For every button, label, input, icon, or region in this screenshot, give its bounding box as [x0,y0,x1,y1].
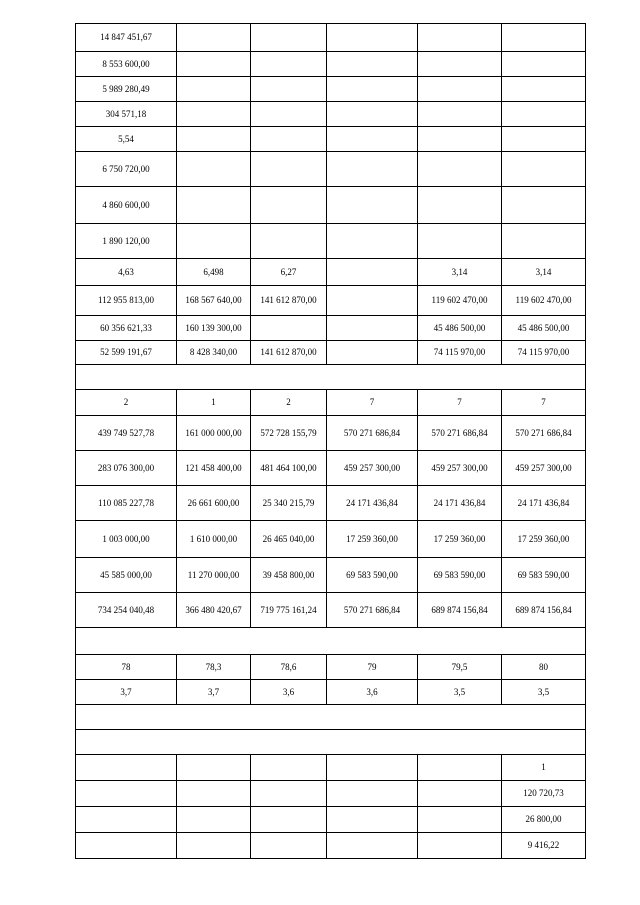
table-cell [327,127,418,152]
table-row [76,259,586,286]
table-cell: 439 749 527,78 [76,416,177,451]
table-cell [327,807,418,833]
table-cell: 69 583 590,00 [327,558,418,593]
table-cell: 283 076 300,00 [76,451,177,486]
table-cell: 3,5 [418,680,502,705]
table-cell: 112 955 813,00 [76,286,177,316]
table-cell: 14 847 451,67 [76,24,177,52]
table-cell [327,316,418,341]
table-cell: 74 115 970,00 [418,341,502,365]
table-cell: 3,14 [418,259,502,286]
table-cell [327,52,418,77]
table-cell: 24 171 436,84 [418,486,502,521]
table-cell: 79 [327,655,418,680]
table-cell: 78,3 [177,655,251,680]
table-cell: 734 254 040,48 [76,593,177,628]
table-cell [327,24,418,52]
table-cell [251,24,327,52]
table-cell: 161 000 000,00 [177,416,251,451]
table-cell: 689 874 156,84 [502,593,586,628]
table-cell: 572 728 155,79 [251,416,327,451]
table-cell [251,52,327,77]
table-row [76,628,586,655]
table-cell: 17 259 360,00 [418,521,502,558]
table-cell [76,781,177,807]
table-row [76,52,586,77]
table-cell: 79,5 [418,655,502,680]
table-row [76,807,586,833]
data-table [75,23,586,859]
table-cell [418,755,502,781]
table-cell: 481 464 100,00 [251,451,327,486]
table-cell: 3,14 [502,259,586,286]
table-cell: 7 [327,390,418,416]
table-cell [251,102,327,127]
table-cell: 120 720,73 [502,781,586,807]
table-body [76,24,586,859]
table-row [76,451,586,486]
table-row [76,187,586,224]
section-spacer [76,705,586,730]
table-cell [177,102,251,127]
section-spacer [76,628,586,655]
table-cell: 17 259 360,00 [502,521,586,558]
table-cell: 24 171 436,84 [327,486,418,521]
table-row [76,390,586,416]
table-cell [177,52,251,77]
table-row [76,705,586,730]
table-cell: 570 271 686,84 [327,593,418,628]
table-cell [418,152,502,187]
table-cell [251,807,327,833]
table-cell [177,755,251,781]
table-row [76,680,586,705]
table-cell [502,52,586,77]
table-cell: 45 486 500,00 [418,316,502,341]
table-cell [327,341,418,365]
table-cell [327,224,418,259]
table-cell [327,102,418,127]
table-cell [502,77,586,102]
table-cell: 78 [76,655,177,680]
table-cell: 160 139 300,00 [177,316,251,341]
table-cell: 74 115 970,00 [502,341,586,365]
table-cell: 7 [418,390,502,416]
table-cell [251,77,327,102]
table-cell [418,781,502,807]
table-row [76,316,586,341]
table-cell [418,187,502,224]
table-cell [251,781,327,807]
table-cell: 69 583 590,00 [502,558,586,593]
table-row [76,224,586,259]
table-cell: 4,63 [76,259,177,286]
table-cell: 7 [502,390,586,416]
table-cell [251,316,327,341]
table-cell [177,127,251,152]
table-row [76,416,586,451]
table-row [76,521,586,558]
table-cell: 5 989 280,49 [76,77,177,102]
table-cell: 45 585 000,00 [76,558,177,593]
table-cell [177,77,251,102]
table-cell: 2 [76,390,177,416]
table-cell [502,102,586,127]
table-cell [327,152,418,187]
table-cell [327,833,418,859]
section-spacer [76,730,586,755]
table-cell: 110 085 227,78 [76,486,177,521]
table-cell [502,127,586,152]
table-cell: 45 486 500,00 [502,316,586,341]
table-row [76,781,586,807]
table-cell: 6,498 [177,259,251,286]
table-cell: 2 [251,390,327,416]
table-cell: 6,27 [251,259,327,286]
table-cell: 60 356 621,33 [76,316,177,341]
table-cell: 24 171 436,84 [502,486,586,521]
table-row [76,558,586,593]
table-cell: 11 270 000,00 [177,558,251,593]
table-cell: 80 [502,655,586,680]
table-cell: 1 [177,390,251,416]
table-cell [251,187,327,224]
table-cell: 121 458 400,00 [177,451,251,486]
table-cell: 8 428 340,00 [177,341,251,365]
table-row [76,486,586,521]
table-row [76,593,586,628]
table-cell [177,187,251,224]
table-cell: 8 553 600,00 [76,52,177,77]
table-cell [327,286,418,316]
table-cell: 3,5 [502,680,586,705]
table-row [76,24,586,52]
table-cell [251,833,327,859]
table-cell [177,807,251,833]
table-cell: 3,7 [76,680,177,705]
table-cell: 119 602 470,00 [418,286,502,316]
table-row [76,102,586,127]
table-cell: 5,54 [76,127,177,152]
table-cell [418,52,502,77]
table-cell [251,224,327,259]
table-cell: 26 800,00 [502,807,586,833]
table-cell: 3,6 [251,680,327,705]
table-cell [418,77,502,102]
table-cell: 3,6 [327,680,418,705]
table-cell: 689 874 156,84 [418,593,502,628]
table-cell: 141 612 870,00 [251,341,327,365]
table-cell: 17 259 360,00 [327,521,418,558]
table-cell: 39 458 800,00 [251,558,327,593]
table-row [76,341,586,365]
table-cell: 1 003 000,00 [76,521,177,558]
table-cell [418,833,502,859]
table-cell: 304 571,18 [76,102,177,127]
table-cell: 459 257 300,00 [502,451,586,486]
table-row [76,755,586,781]
table-cell [76,807,177,833]
table-cell: 26 661 600,00 [177,486,251,521]
table-cell [502,24,586,52]
table-cell: 52 599 191,67 [76,341,177,365]
table-row [76,655,586,680]
table-cell: 719 775 161,24 [251,593,327,628]
table-row [76,152,586,187]
table-cell: 69 583 590,00 [418,558,502,593]
table-cell: 119 602 470,00 [502,286,586,316]
table-cell [327,187,418,224]
table-cell [177,224,251,259]
table-cell: 459 257 300,00 [327,451,418,486]
table-cell: 570 271 686,84 [418,416,502,451]
table-cell: 25 340 215,79 [251,486,327,521]
table-row [76,286,586,316]
table-cell [502,152,586,187]
table-cell [76,755,177,781]
table-cell [418,127,502,152]
table-cell [177,781,251,807]
table-cell: 1 890 120,00 [76,224,177,259]
table-cell [418,224,502,259]
table-cell [327,755,418,781]
table-cell [251,127,327,152]
table-cell: 570 271 686,84 [327,416,418,451]
table-cell [177,152,251,187]
table-cell [327,259,418,286]
table-cell [502,224,586,259]
table-row [76,127,586,152]
table-cell [418,807,502,833]
table-cell: 6 750 720,00 [76,152,177,187]
table-cell [251,755,327,781]
table-cell [502,187,586,224]
table-cell [251,152,327,187]
table-row [76,365,586,390]
table-cell: 26 465 040,00 [251,521,327,558]
table-cell: 4 860 600,00 [76,187,177,224]
table-cell [327,781,418,807]
table-cell [76,833,177,859]
table-cell: 459 257 300,00 [418,451,502,486]
table-cell: 366 480 420,67 [177,593,251,628]
table-row [76,730,586,755]
table-cell [418,24,502,52]
table-cell: 570 271 686,84 [502,416,586,451]
table-cell: 9 416,22 [502,833,586,859]
table-cell: 1 610 000,00 [177,521,251,558]
table-row [76,833,586,859]
table-cell: 141 612 870,00 [251,286,327,316]
section-spacer [76,365,586,390]
table-cell [327,77,418,102]
table-row [76,77,586,102]
table-cell: 78,6 [251,655,327,680]
table-cell [177,24,251,52]
table-cell: 3,7 [177,680,251,705]
table-cell [177,833,251,859]
table-cell: 168 567 640,00 [177,286,251,316]
table-cell: 1 [502,755,586,781]
table-cell [418,102,502,127]
